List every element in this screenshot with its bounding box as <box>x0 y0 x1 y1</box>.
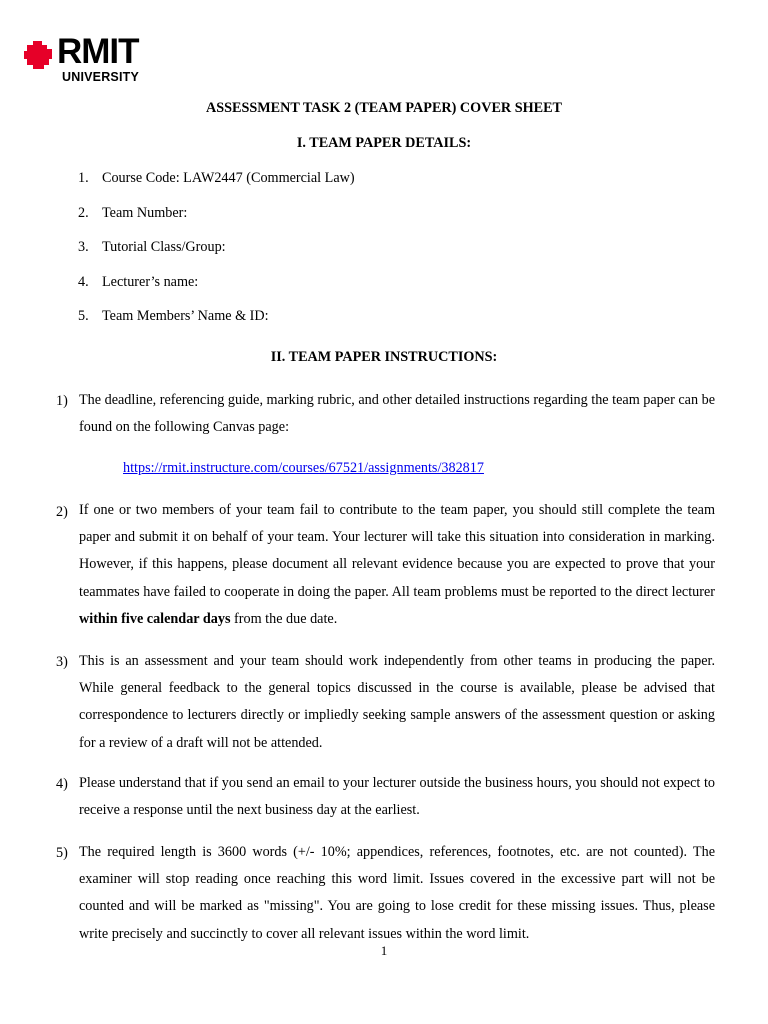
logo-wordmark: RMIT <box>57 32 139 71</box>
instruction-number: 2) <box>56 504 68 520</box>
rmit-pixel-icon <box>24 41 56 73</box>
instruction-5: The required length is 3600 words (+/- 10%; appendices, references, footnotes, etc. are not counted). The examiner will stop reading once reaching this word limit. Issues covered in the excessive part will not be counted and will be marked as "missing". You are going to lose credit for these missing issues. Thus, please write precisely and succinctly to cover all relevant issues within the word limit. <box>79 844 715 942</box>
instruction-2-text: If one or two members of your team fail to contribute to the team paper, you should still complete the team paper and submit it on behalf of your team. Your lecturer will take this situation into consideration in marking. However, if this happens, please document all relevant evidence because you are expected to prove that your teammates have failed to cooperate in doing the paper. All team problems must be reported to the direct lecturer <box>79 502 715 600</box>
detail-course-code: Course Code: LAW2447 (Commercial Law) <box>102 170 355 186</box>
detail-lecturer-name: Lecturer’s name: <box>102 274 199 290</box>
detail-number: 2. <box>78 205 89 221</box>
instruction-3: This is an assessment and your team should work independently from other teams in producing the paper. While general feedback to the general topics discussed in the course is available, please be advised that correspondence to lecturers directly or impliedly seeking sample answers of the assessment question or asking for a review of a draft will not be attended. <box>79 653 715 751</box>
section1-heading: I. TEAM PAPER DETAILS: <box>296 135 472 151</box>
detail-number: 4. <box>78 274 89 290</box>
instruction-2 <box>79 497 715 633</box>
detail-number: 5. <box>78 308 89 324</box>
instruction-number: 1) <box>56 393 68 409</box>
instruction-number: 4) <box>56 776 68 792</box>
instruction-1: The deadline, referencing guide, marking rubric, and other detailed instructions regarding the team paper can be found on the following Canvas page: <box>79 392 715 436</box>
instruction-number: 5) <box>56 845 68 861</box>
canvas-page-link[interactable]: https://rmit.instructure.com/courses/67521/assignments/382817 <box>123 460 484 476</box>
logo-subtitle: UNIVERSITY <box>62 70 140 84</box>
instruction-2-emphasis: within five calendar days <box>79 610 231 627</box>
page-number: 1 <box>380 943 388 958</box>
detail-team-members: Team Members’ Name & ID: <box>102 308 269 324</box>
detail-number: 1. <box>78 170 89 186</box>
document-title: ASSESSMENT TASK 2 (TEAM PAPER) COVER SHEET <box>205 100 563 116</box>
rmit-logo <box>24 32 164 91</box>
detail-tutorial-class: Tutorial Class/Group: <box>102 239 226 255</box>
section2-heading: II. TEAM PAPER INSTRUCTIONS: <box>270 349 498 365</box>
detail-number: 3. <box>78 239 89 255</box>
detail-team-number: Team Number: <box>102 205 188 221</box>
instruction-2-text-end: from the due date. <box>230 610 338 627</box>
instruction-4: Please understand that if you send an email to your lecturer outside the business hours, you should not expect to receive a response until the next business day at the earliest. <box>79 775 715 819</box>
instruction-number: 3) <box>56 654 68 670</box>
